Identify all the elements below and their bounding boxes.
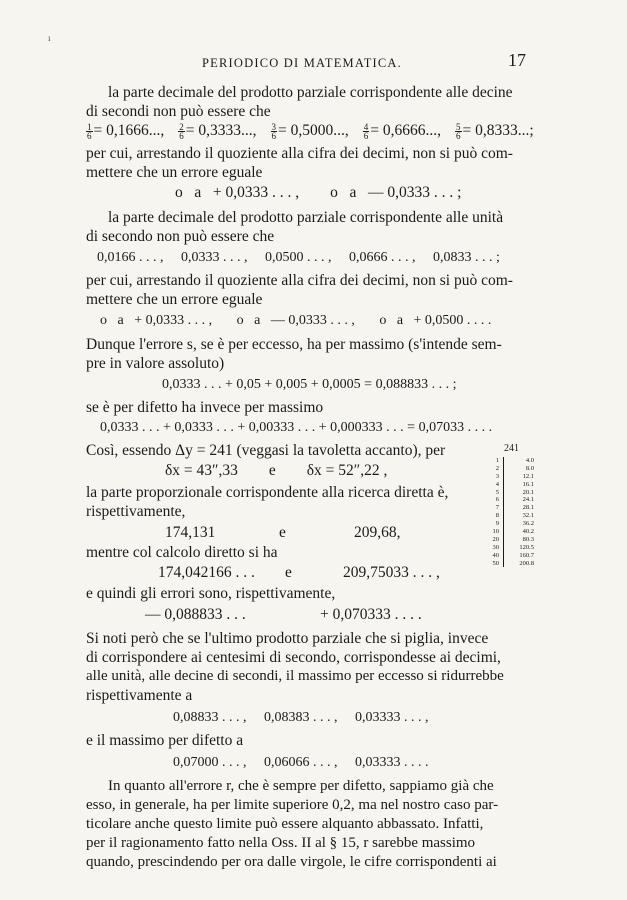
text-line: di corrispondere ai centesimi di secondo, corrispondesse ai decimi,	[86, 649, 501, 666]
table-row	[481, 473, 541, 481]
table-row	[481, 544, 541, 552]
value-right: 209,75033 . . . ,	[343, 564, 440, 581]
margin-mark: ı	[48, 33, 51, 43]
table-cell-key: 2	[481, 465, 504, 473]
text-line: ticolare anche questo limite può essere alquanto abbassato. Infatti,	[86, 816, 484, 832]
table-cell-value: 32.1	[522, 512, 534, 520]
fraction-item: $\frac{2}{6}$ = 0,3333...,	[179, 121, 257, 141]
text-line: Si noti però che se l'ultimo prodotto parziale che si piglia, invece	[86, 630, 489, 647]
fraction-item: $\frac{4}{6}$ = 0,6666...,	[363, 121, 441, 141]
text-line: la parte proporzionale corrispondente alla ricerca diretta è,	[86, 484, 449, 501]
table-row	[481, 528, 541, 536]
fraction-item: $\frac{1}{6}$ = 0,1666...,	[87, 121, 165, 141]
table-title: 241	[504, 443, 519, 454]
text-line: Dunque l'errore s, se è per eccesso, ha per massimo (s'intende sem-	[86, 336, 502, 353]
table-row	[481, 489, 541, 497]
table-cell-value: 24.1	[522, 496, 534, 504]
table-cell-key: 3	[481, 473, 504, 481]
text-line: pre in valore assoluto)	[86, 355, 225, 372]
table-cell-key: 20	[481, 536, 504, 544]
text-line: la parte decimale del prodotto parziale corrispondente alle decine	[108, 84, 513, 101]
table-body	[481, 457, 541, 567]
page-number: 17	[508, 50, 526, 70]
fraction-item: $\frac{3}{6}$ = 0,5000...,	[271, 121, 349, 141]
text-line: rispettivamente,	[86, 503, 186, 520]
value-right: 209,68,	[354, 524, 401, 541]
table-cell-key: 7	[481, 504, 504, 512]
formula-line: 0,0166 . . . , 0,0333 . . . , 0,0500 . . . , 0,0666 . . . , 0,0833 . . . ;	[97, 250, 500, 265]
formula-line: δx = 43″,33 e δx = 52″,22 ,	[165, 462, 388, 479]
table-cell-key: 9	[481, 520, 504, 528]
fractions-line	[86, 121, 534, 140]
table-cell-value: 20.1	[522, 488, 534, 496]
value-right: + 0,070333 . . . .	[320, 606, 422, 623]
formula-line: o a + 0,0333 . . . , o a — 0,0333 . . . , o a + 0,0500 . . . .	[100, 313, 492, 328]
value-conjunction: e	[285, 564, 292, 581]
text-line: la parte decimale del prodotto parziale corrispondente alle unità	[108, 209, 504, 226]
running-head: PERIODICO DI MATEMATICA.	[202, 56, 402, 70]
value-left: 174,042166 . . .	[158, 564, 255, 581]
table-row	[481, 552, 541, 560]
table-row	[481, 496, 541, 504]
value-left: — 0,088833 . . .	[145, 606, 246, 623]
formula-line: 0,08833 . . . , 0,08383 . . . , 0,03333 . . . ,	[173, 710, 429, 725]
table-cell-key: 50	[481, 560, 504, 568]
table-cell-value: 8.0	[525, 464, 534, 472]
text-line: rispettivamente a	[86, 687, 193, 704]
text-line: quando, prescindendo per ora dalle virgole, le cifre corrispondenti ai	[86, 854, 497, 870]
text-line: Così, essendo Δy = 241 (veggasi la tavoletta accanto), per	[86, 442, 446, 459]
table-cell-value: 12.1	[522, 472, 534, 480]
table-cell-key: 5	[481, 489, 504, 497]
table-cell-value: 80.3	[522, 535, 534, 543]
table-cell-key: 1	[481, 457, 504, 465]
table-cell-value: 200.8	[519, 559, 534, 567]
table-cell-key: 30	[481, 544, 504, 552]
table-row	[481, 481, 541, 489]
value-conjunction: e	[279, 524, 286, 541]
text-line: di secondo non può essere che	[86, 228, 275, 245]
table-cell-value: 160.7	[519, 551, 534, 559]
table-cell-key: 4	[481, 481, 504, 489]
table-cell-key: 6	[481, 496, 504, 504]
table-cell-key: 10	[481, 528, 504, 536]
text-line: esso, in generale, ha per limite superiore 0,2, ma nel nostro caso par-	[86, 797, 499, 813]
table-row	[481, 512, 541, 520]
text-line: se è per difetto ha invece per massimo	[86, 399, 324, 416]
text-line: alle unità, alle decine di secondi, il massimo per eccesso si ridurrebbe	[86, 668, 504, 684]
text-line: per cui, arrestando il quoziente alla cifra dei decimi, non si può com-	[86, 272, 513, 289]
value-left: 174,131	[165, 524, 216, 541]
text-line: mettere che un errore eguale	[86, 291, 263, 308]
table-row	[481, 520, 541, 528]
formula-line: 0,07000 . . . , 0,06066 . . . , 0,03333 . . . .	[173, 755, 429, 770]
table-cell-value: 36.2	[522, 520, 534, 528]
table-row	[481, 504, 541, 512]
table-row	[481, 465, 541, 473]
table-row	[481, 536, 541, 544]
text-line: mettere che un errore eguale	[86, 164, 263, 181]
formula-line: o a + 0,0333 . . . , o a — 0,0333 . . . ;	[175, 184, 462, 201]
table-row	[481, 457, 541, 465]
formula-line: 0,0333 . . . + 0,05 + 0,005 + 0,0005 = 0,088833 . . . ;	[162, 377, 457, 392]
table-cell-value: 40.2	[522, 528, 534, 536]
text-line: e quindi gli errori sono, rispettivamente,	[86, 585, 336, 602]
text-line: In quanto all'errore r, che è sempre per difetto, sappiamo già che	[108, 778, 494, 794]
table-cell-key: 40	[481, 552, 504, 560]
table-cell-value: 16.1	[522, 480, 534, 488]
text-line: mentre col calcolo diretto si ha	[86, 544, 278, 561]
table-cell-key: 8	[481, 512, 504, 520]
text-line: per cui, arrestando il quoziente alla cifra dei decimi, non si può com-	[86, 145, 513, 162]
table-cell-value: 4.0	[525, 457, 534, 464]
text-line: e il massimo per difetto a	[86, 732, 244, 749]
table-cell-value: 120.5	[519, 543, 534, 551]
text-line: di secondi non può essere che	[86, 103, 271, 120]
table-cell-value: 28.1	[522, 504, 534, 512]
formula-line: 0,0333 . . . + 0,0333 . . . + 0,00333 . . . + 0,000333 . . . = 0,07033 . . . .	[100, 420, 493, 435]
text-line: per il ragionamento fatto nella Oss. II al § 15, r sarebbe massimo	[86, 835, 476, 851]
table-row	[481, 560, 541, 568]
fraction-item: $\frac{5}{6}$ = 0,8333...;	[456, 121, 534, 141]
